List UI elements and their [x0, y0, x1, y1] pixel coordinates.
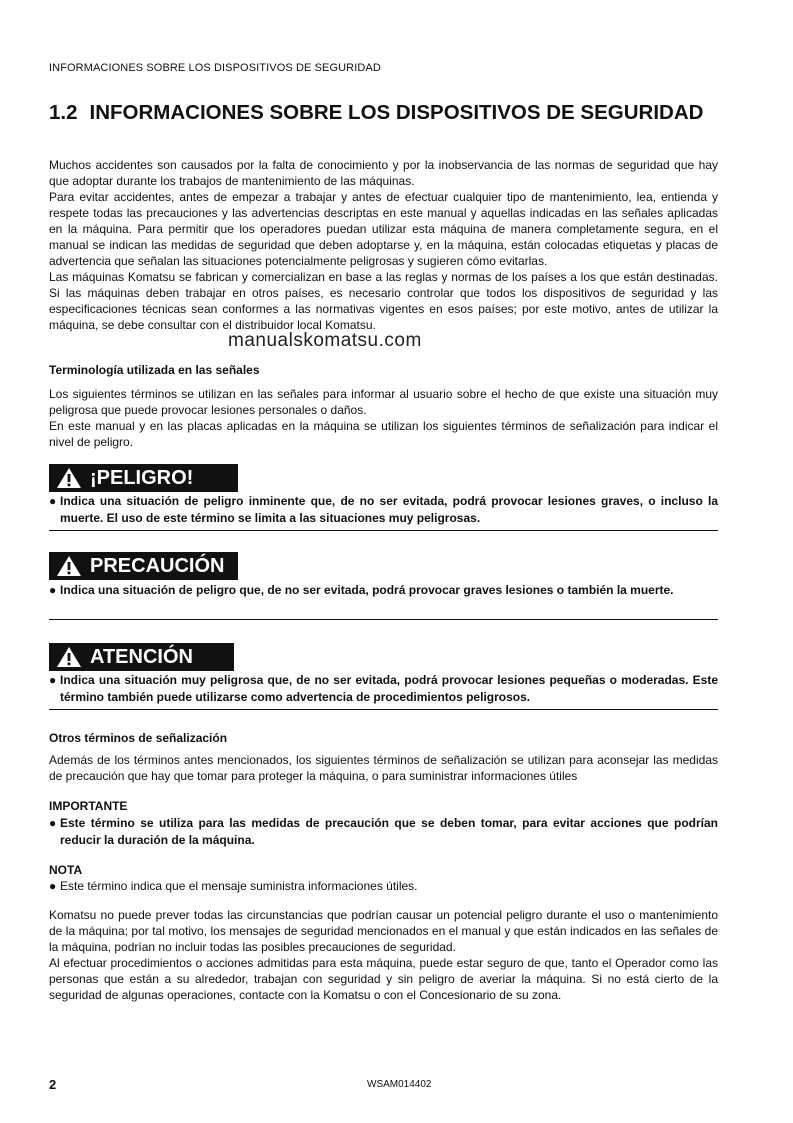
section-number: 1.2 [49, 101, 78, 124]
danger-description: ● Indica una situación de peligro inminente que, de no ser evitada, podrá provocar lesiones graves, o incluso la muerte. El uso de este término se limita a las situaciones muy peligrosas. [49, 494, 718, 525]
divider [49, 619, 718, 620]
section-title-text: INFORMACIONES SOBRE LOS DISPOSITIVOS DE SEGURIDAD [89, 101, 704, 124]
warning-banner [49, 552, 238, 580]
caution-description: ● Indica una situación muy peligrosa que, de no ser evitada, podrá provocar lesiones pequeñas o moderadas. Este término también puede utilizarse como advertencia de procedimientos peligrosos. [49, 673, 718, 704]
closing-text [49, 907, 718, 1003]
closing-paragraph: Al efectuar procedimientos o acciones admitidas para esta máquina, puede estar seguro de que, tanto el Operador como las personas que están a su alrededor, trabajan con seguridad y sin peligro de averiar la máquina. Si no está cierto de la seguridad de algunas operaciones, contacte con la Komatsu o con el Concesionario de su zona. [49, 956, 718, 1002]
other-terms-paragraph: Además de los términos antes mencionados, los siguientes términos de señalización se utilizan para aconsejar las medidas de precaución que hay que tomar para proteger la máquina, o para suministrar informaciones útiles [49, 753, 718, 783]
important-label: IMPORTANTE [49, 799, 128, 813]
warning-triangle-icon [56, 646, 82, 668]
caution-label: ATENCIÓN [90, 645, 193, 668]
intro-paragraph: Muchos accidentes son causados por la falta de conocimiento y por la inobservancia de las normas de seguridad que hay que adoptar durante los trabajos de mantenimiento de las máquinas. [49, 158, 718, 188]
running-header: INFORMACIONES SOBRE LOS DISPOSITIVOS DE SEGURIDAD [49, 62, 381, 74]
terminology-paragraph: En este manual y en las placas aplicadas en la máquina se utilizan los siguientes términos de señalización para indicar el nivel de peligro. [49, 419, 718, 449]
note-label: NOTA [49, 863, 83, 877]
closing-paragraph: Komatsu no puede prever todas las circunstancias que podrían causar un potencial peligro durante el uso o mantenimiento de la máquina; por tal motivo, los mensajes de seguridad mencionados en el manual y que están indicados en las señales de la máquina, podrían no incluir todas las posibles precauciones de seguridad. [49, 908, 718, 954]
warning-triangle-icon [56, 467, 82, 489]
intro-paragraph: Para evitar accidentes, antes de empezar a trabajar y antes de efectuar cualquier tipo de mantenimiento, lea, entienda y respete todas las precauciones y las advertencias descriptas en este manual y aquellas indicadas en las señales aplicadas en la máquina. Para permitir que los operadores puedan utilizar esta máquina de manera completamente segura, en el manual se indican las medidas de seguridad que deben adoptarse y, en la máquina, están colocadas etiquetas y placas de advertencia que señalan las situaciones potencialmente peligrosas y sugieren cómo evitarlas. [49, 190, 718, 268]
danger-label: ¡PELIGRO! [90, 466, 194, 489]
caution-banner [49, 643, 234, 671]
divider [49, 530, 718, 531]
watermark: manualskomatsu.com [228, 330, 422, 351]
bullet-icon: ● [49, 879, 57, 893]
divider [49, 709, 718, 710]
warning-triangle-icon [56, 555, 82, 577]
warning-label: PRECAUCIÓN [90, 554, 225, 577]
document-code: WSAM014402 [367, 1079, 432, 1090]
danger-banner [49, 464, 238, 492]
other-terms-text [49, 752, 718, 784]
bullet-icon: ● [49, 583, 57, 597]
terminology-heading: Terminología utilizada en las señales [49, 363, 260, 377]
terminology-text [49, 386, 718, 450]
intro-text [49, 157, 718, 333]
bullet-icon: ● [49, 816, 57, 830]
warning-description: ● Indica una situación de peligro que, de no ser evitada, podrá provocar graves lesiones o también la muerte. [49, 583, 674, 597]
important-description: ● Este término se utiliza para las medidas de precaución que se deben tomar, para evitar acciones que podrían reducir la duración de la máquina. [49, 816, 718, 847]
bullet-icon: ● [49, 494, 57, 508]
terminology-paragraph: Los siguientes términos se utilizan en las señales para informar al usuario sobre el hecho de que existe una situación muy peligrosa que puede provocar lesiones personales o daños. [49, 387, 718, 417]
bullet-icon: ● [49, 673, 57, 687]
intro-paragraph: Las máquinas Komatsu se fabrican y comercializan en base a las reglas y normas de los países a los que están destinadas. Si las máquinas deben trabajar en otros países, es necesario controlar que todos los dispositivos de seguridad y las especificaciones técnicas sean conformes a las normativas vigentes en esos países; por este motivo, antes de utilizar la máquina, se debe consultar con el distribuidor local Komatsu. [49, 270, 718, 332]
note-description: ● Este término indica que el mensaje suministra informaciones útiles. [49, 879, 418, 893]
other-terms-heading: Otros términos de señalización [49, 731, 228, 745]
section-title [49, 100, 729, 125]
page-number: 2 [49, 1077, 57, 1092]
